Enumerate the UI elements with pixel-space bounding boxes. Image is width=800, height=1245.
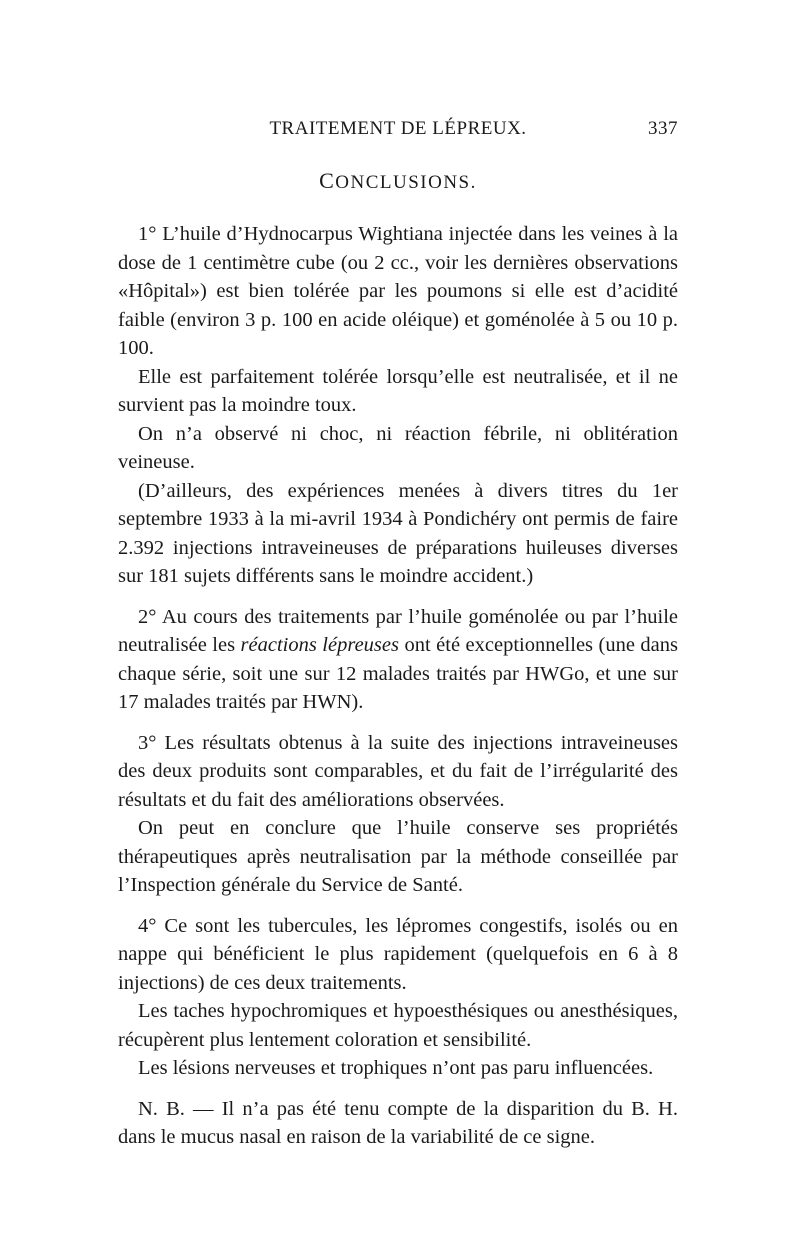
- section-title-rest: ONCLUSIONS.: [335, 172, 477, 193]
- paragraph-lesions: Les lésions nerveuses et trophiques n’ont pas paru influencées.: [138, 1057, 654, 1079]
- conclusion-3: 3° Les résultats obtenus à la suite des injections intraveineuses des deux produits sont comparables, et du fait de l’irrégularité des résultats et du fait des améliorations observées.: [118, 731, 678, 811]
- conclusion-1: 1° L’huile d’Hydnocarpus Wightiana injectée dans les veines à la dose de 1 centimètre cube (ou 2 cc., voir les dernières observations «Hôpital») est bien tolérée par les poumons si elle est d’acidité faible (environ 3 p. 100 en acide oléique) et goménolée à 5 ou 10 p. 100.: [118, 223, 678, 359]
- running-header: [118, 118, 678, 146]
- paragraph-method: On peut en conclure que l’huile conserve ses propriétés thérapeutiques après neutralisation par la méthode conseillée par l’Inspection générale du Service de Santé.: [118, 817, 678, 896]
- section-title: [118, 168, 678, 194]
- page-number: 337: [648, 118, 678, 139]
- paragraph-experiments: (D’ailleurs, des expériences menées à divers titres du 1er septembre 1933 à la mi-avril 1934 à Pondichéry ont permis de faire 2.392 injections intraveineuses de préparations huileuses diverses sur 181 sujets différents sans le moindre accident.): [118, 479, 678, 587]
- paragraph-spots: Les taches hypochromiques et hypoesthésiques ou anesthésiques, récupèrent plus lentement coloration et sensibilité.: [118, 1000, 678, 1051]
- page: [118, 118, 678, 1152]
- conclusion-2-emphasis: réactions lépreuses: [240, 634, 399, 656]
- running-title: TRAITEMENT DE LÉPREUX.: [269, 118, 527, 139]
- section-title-initial: C: [319, 168, 336, 193]
- paragraph-neutralisation: Elle est parfaitement tolérée lorsqu’elle est neutralisée, et il ne survient pas la moindre toux.: [118, 365, 678, 416]
- note-nb: N. B. — Il n’a pas été tenu compte de la disparition du B. H. dans le mucus nasal en raison de la variabilité de ce signe.: [118, 1097, 678, 1148]
- paragraph-no-shock: On n’a observé ni choc, ni réaction fébrile, ni oblitération veineuse.: [118, 422, 678, 473]
- conclusion-2-text-a: 2° Au cours des traitements par l’huile goménolée ou par l’huile neutralisée les: [118, 605, 678, 656]
- conclusion-2-text-b: ont été exceptionnelles (une dans chaque série, soit une sur 12 malades traités par HWGo, et une sur 17 malades traités par HWN).: [118, 634, 678, 713]
- conclusion-2: [118, 603, 678, 717]
- conclusion-4: 4° Ce sont les tubercules, les lépromes congestifs, isolés ou en nappe qui bénéficient le plus rapidement (quelquefois en 6 à 8 injections) de ces deux traitements.: [118, 914, 678, 994]
